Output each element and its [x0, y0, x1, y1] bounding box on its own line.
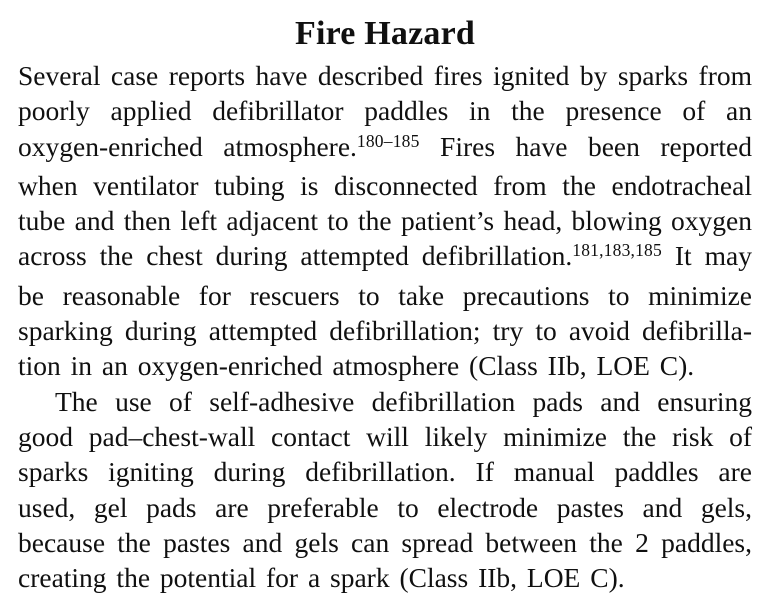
text-run: Several case reports have described fires ignited by sparks from [18, 60, 752, 91]
text-run: when ventilator tubing is disconnected from the endotracheal [18, 169, 752, 201]
text-line [18, 203, 752, 238]
text-line [18, 560, 752, 595]
text-line [18, 238, 752, 277]
text-run: because the pastes and gels can spread between the 2 paddles, [18, 526, 752, 558]
text-line [18, 384, 752, 419]
text-line [18, 168, 752, 203]
text-line [18, 58, 752, 93]
paragraph [18, 58, 752, 384]
text-run: It may [661, 240, 752, 272]
text-run: tion in an oxygen-enriched atmosphere (Class IIb, LOE C). [18, 350, 695, 382]
text-run: sparking during attempted defibrillation; try to avoid defibrilla- [18, 315, 752, 347]
text-line [18, 454, 752, 489]
text-run: good pad–chest-wall contact will likely minimize the risk of [18, 420, 752, 452]
text-line [18, 93, 752, 128]
text-run: across the chest during attempted defibrillation. [18, 240, 573, 272]
text-run: creating the potential for a spark (Class IIb, LOE C). [18, 562, 625, 594]
paragraph [18, 384, 752, 596]
text-run: poorly applied defibrillator paddles in the presence of an [18, 95, 752, 127]
text-line [18, 525, 752, 560]
text-line [18, 278, 752, 313]
text-line [18, 348, 752, 383]
text-run: sparks igniting during defibrillation. If manual paddles are [18, 456, 752, 488]
reference-superscript: 181,183,185 [572, 240, 662, 261]
text-line [18, 129, 752, 168]
text-run: tube and then left adjacent to the patient’s head, blowing oxygen [18, 205, 752, 237]
text-run: Fires have been reported [419, 130, 752, 162]
text-run: The use of self-adhesive defibrillation pads and ensuring [55, 385, 752, 417]
document-body [18, 58, 752, 595]
text-line [18, 490, 752, 525]
text-line [18, 313, 752, 348]
section-heading: Fire Hazard [294, 15, 476, 52]
text-run: used, gel pads are preferable to electrode pastes and gels, [18, 491, 752, 523]
text-run: oxygen-enriched atmosphere. [18, 130, 357, 162]
text-line [18, 419, 752, 454]
text-run: be reasonable for rescuers to take precautions to minimize [18, 279, 752, 311]
reference-superscript: 180–185 [356, 130, 420, 151]
